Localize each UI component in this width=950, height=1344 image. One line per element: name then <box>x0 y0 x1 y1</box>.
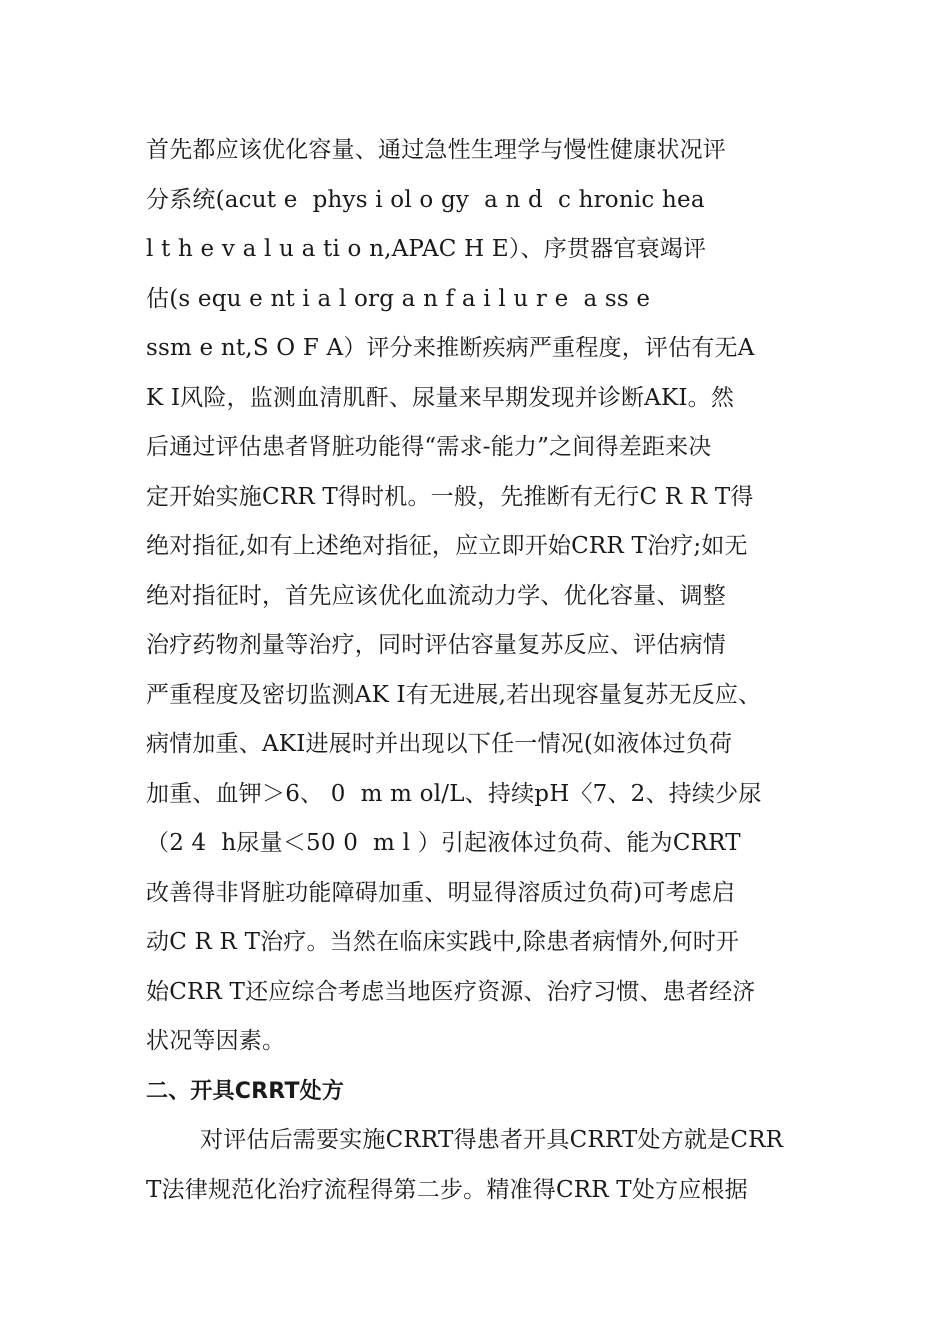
text-line: 改善得非肾脏功能障碍加重、明显得溶质过负荷)可考虑启 <box>146 879 736 906</box>
text-line: 状况等因素。 <box>146 1028 286 1054</box>
text-line: K I风险，监测血清肌酐、尿量来早期发现并诊断AKI。然 <box>146 384 735 411</box>
text-line: 病情加重、AKI进展时并出现以下任一情况(如液体过负荷 <box>146 731 733 757</box>
document-page <box>146 126 811 1215</box>
text-line: T法律规范化治疗流程得第二步。精准得CRR T处方应根据 <box>146 1176 748 1203</box>
text-line: 首先都应该优化容量、通过急性生理学与慢性健康状况评 <box>146 137 726 163</box>
text-line: 绝对指征,如有上述绝对指征，应立即开始CRR T治疗;如无 <box>146 533 748 559</box>
text-line: 估(s equ e nt i a l org a n f a i l u r e a ss e <box>146 285 651 312</box>
text-line: （2 4 h尿量＜50 0 m l ）引起液体过负荷、能为CRRT <box>146 830 741 856</box>
text-line: 动C R R T治疗。当然在临床实践中,除患者病情外,何时开 <box>146 929 740 955</box>
body-paragraph-1 <box>146 126 811 1067</box>
text-line: 对评估后需要实施CRRT得患者开具CRRT处方就是CRR <box>200 1127 784 1153</box>
text-line: 绝对指征时，首先应该优化血流动力学、优化容量、调整 <box>146 582 726 609</box>
text-line: 后通过评估患者肾脏功能得“需求-能力”之间得差距来决 <box>146 434 712 460</box>
text-line: l t h e v a l u a ti o n,APAC H E）、序贯器官衰竭评 <box>146 236 707 262</box>
body-paragraph-2 <box>146 1116 811 1215</box>
section-heading: 二、开具CRRT处方 <box>146 1078 345 1104</box>
text-line: ssm e nt,S O F A）评分来推断疾病严重程度，评估有无A <box>146 335 755 361</box>
text-line: 定开始实施CRR T得时机。一般，先推断有无行C R R T得 <box>146 483 754 510</box>
text-line: 始CRR T还应综合考虑当地医疗资源、治疗习惯、患者经济 <box>146 978 756 1005</box>
text-line: 加重、血钾＞6、 0 m m ol/L、持续pH〈7、2、持续少尿 <box>146 780 762 807</box>
text-line: 治疗药物剂量等治疗，同时评估容量复苏反应、评估病情 <box>146 632 726 658</box>
text-line: 严重程度及密切监测AK I有无进展,若出现容量复苏无反应、 <box>146 681 762 708</box>
text-line: 分系统(acut e phys i ol o gy a n d c hronic hea <box>146 186 705 213</box>
